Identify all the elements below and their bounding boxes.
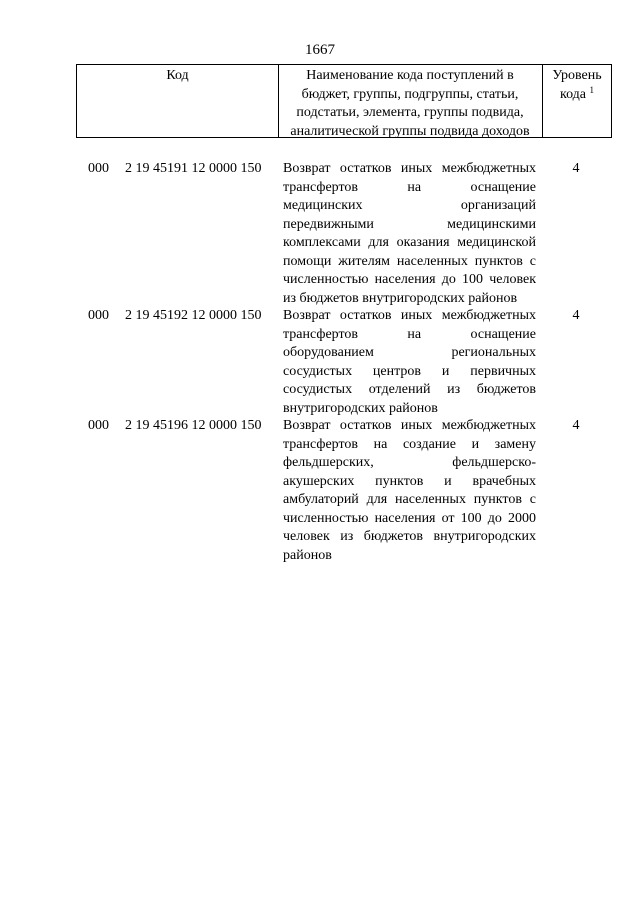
name-line: трансфертов на оснащение xyxy=(283,326,536,342)
header-name xyxy=(278,67,542,141)
name-line: сосудистых центров и первичных xyxy=(283,363,536,379)
name-line: трансфертов на создание и замену xyxy=(283,436,536,452)
name-line: районов xyxy=(283,547,332,563)
header-code: Код xyxy=(166,68,189,83)
header-level-line: Уровень xyxy=(552,68,602,83)
name-line: акушерских пунктов и врачебных xyxy=(283,473,536,489)
admin-code: 000 xyxy=(88,161,109,176)
name-line: Возврат остатков иных межбюджетных xyxy=(283,308,536,323)
table-header xyxy=(76,64,612,138)
name-line: оборудованием региональных xyxy=(283,345,536,360)
name-line: внутригородских районов xyxy=(283,400,438,416)
page-number: 1667 xyxy=(305,42,335,58)
code-level: 4 xyxy=(572,161,580,176)
name-line: из бюджетов внутригородских районов xyxy=(283,290,518,306)
name-line: Возврат остатков иных межбюджетных xyxy=(283,418,536,433)
code-level: 4 xyxy=(572,418,580,433)
name-line: численностью населения до 100 человек xyxy=(283,272,536,287)
header-name-line: Наименование кода поступлений в xyxy=(306,68,514,83)
name-line: медицинских организаций xyxy=(283,198,536,213)
header-level-line xyxy=(542,86,612,105)
header-name-line: подстатьи, элемента, группы подвида, xyxy=(296,105,524,120)
name-line: помощи жителям населенных пунктов с xyxy=(283,253,536,269)
name-line: Возврат остатков иных межбюджетных xyxy=(283,161,536,176)
revenue-code: 2 19 45191 12 0000 150 xyxy=(125,161,262,176)
admin-code: 000 xyxy=(88,418,109,433)
name-line: человек из бюджетов внутригородских xyxy=(283,529,536,544)
name-line: численностью населения от 100 до 2000 xyxy=(283,510,536,526)
revenue-code: 2 19 45192 12 0000 150 xyxy=(125,308,262,323)
revenue-name xyxy=(283,160,536,308)
name-line: комплексами для оказания медицинской xyxy=(283,235,536,250)
revenue-name xyxy=(283,417,536,565)
revenue-name xyxy=(283,307,536,418)
footnote-mark: 1 xyxy=(589,84,595,95)
revenue-code: 2 19 45196 12 0000 150 xyxy=(125,418,262,433)
name-line: трансфертов на оснащение xyxy=(283,179,536,195)
name-line: фельдшерских, фельдшерско- xyxy=(283,455,536,470)
header-level xyxy=(542,67,612,104)
name-line: сосудистых отделений из бюджетов xyxy=(283,382,536,397)
code-level: 4 xyxy=(572,308,580,323)
name-line: передвижными медицинскими xyxy=(283,216,536,232)
header-name-line: бюджет, группы, подгруппы, статьи, xyxy=(301,86,519,102)
header-name-line: аналитической группы подвида доходов xyxy=(290,123,530,139)
admin-code: 000 xyxy=(88,308,109,323)
header-level-text: кода xyxy=(559,86,587,102)
name-line: амбулаторий для населенных пунктов с xyxy=(283,492,536,507)
